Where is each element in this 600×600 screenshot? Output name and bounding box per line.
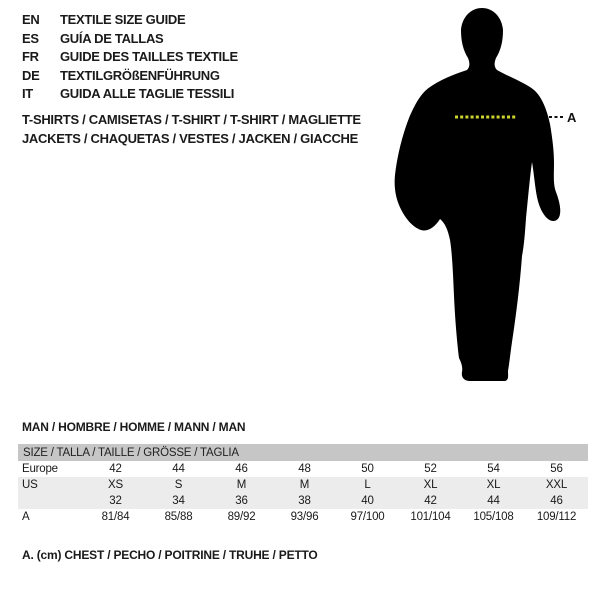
language-label: TEXTILE SIZE GUIDE — [60, 12, 186, 27]
language-row-it — [22, 85, 238, 104]
table-row-numeric — [18, 493, 588, 509]
language-label: GUIDA ALLE TAGLIE TESSILI — [60, 86, 235, 101]
cell: 89/92 — [227, 511, 256, 523]
man-silhouette-shape — [395, 8, 561, 381]
size-table-header-row — [18, 444, 588, 461]
size-table-header: SIZE / TALLA / TAILLE / GRÖSSE / TAGLIA — [18, 444, 588, 461]
cell: 32 — [84, 493, 147, 509]
cell: 46 — [235, 463, 248, 475]
cell: 101/104 — [410, 511, 451, 523]
cell: M — [210, 477, 273, 493]
garment-line-jackets: JACKETS / CHAQUETAS / VESTES / JACKEN / GIACCHE — [22, 131, 358, 146]
cell: 36 — [210, 493, 273, 509]
size-table — [18, 444, 588, 525]
row-label: Europe — [22, 463, 58, 475]
language-code: ES — [22, 30, 39, 46]
cell: XXL — [525, 477, 588, 493]
man-silhouette-svg — [390, 0, 600, 395]
cell: 97/100 — [350, 511, 385, 523]
language-code: EN — [22, 12, 40, 27]
cell: 54 — [487, 463, 500, 475]
language-list — [22, 11, 238, 104]
language-row-es — [22, 30, 238, 49]
language-label: GUIDE DES TAILLES TEXTILE — [60, 49, 238, 64]
cell: 85/88 — [164, 511, 193, 523]
cell: 44 — [462, 493, 525, 509]
cell: M — [273, 477, 336, 493]
language-row-fr — [22, 48, 238, 67]
cell: 42 — [109, 463, 122, 475]
language-row-de — [22, 67, 238, 86]
language-code: FR — [22, 49, 39, 64]
cell: 105/108 — [473, 511, 514, 523]
language-code: DE — [22, 67, 40, 83]
cell: 109/112 — [536, 511, 577, 523]
row-label — [18, 493, 84, 509]
man-silhouette-figure — [390, 0, 600, 395]
cell: 93/96 — [290, 511, 319, 523]
table-row-europe — [18, 461, 588, 477]
garment-types — [22, 110, 361, 148]
cell: L — [336, 477, 399, 493]
row-label: US — [18, 477, 84, 493]
section-title-man: MAN / HOMBRE / HOMME / MANN / MAN — [22, 420, 246, 434]
cell: XL — [462, 477, 525, 493]
cell: 56 — [550, 463, 563, 475]
footnote-chest-measure: A. (cm) CHEST / PECHO / POITRINE / TRUHE / PETTO — [22, 548, 318, 562]
cell: 44 — [172, 463, 185, 475]
garment-line-tshirts: T-SHIRTS / CAMISETAS / T-SHIRT / T-SHIRT / MAGLIETTE — [22, 112, 361, 127]
cell: XS — [84, 477, 147, 493]
cell: 46 — [525, 493, 588, 509]
cell: XL — [399, 477, 462, 493]
cell: 38 — [273, 493, 336, 509]
language-label: TEXTILGRÖßENFÜHRUNG — [60, 67, 220, 83]
cell: 48 — [298, 463, 311, 475]
table-row-chest — [18, 509, 588, 525]
cell: 50 — [361, 463, 374, 475]
language-label: GUÍA DE TALLAS — [60, 30, 164, 46]
cell: 81/84 — [101, 511, 130, 523]
language-row-en — [22, 11, 238, 30]
measure-label-a: A — [567, 110, 577, 125]
cell: 40 — [336, 493, 399, 509]
cell: 52 — [424, 463, 437, 475]
cell: 34 — [147, 493, 210, 509]
cell: 42 — [399, 493, 462, 509]
row-label: A — [22, 511, 30, 523]
table-row-us — [18, 477, 588, 493]
language-code: IT — [22, 86, 33, 101]
cell: S — [147, 477, 210, 493]
